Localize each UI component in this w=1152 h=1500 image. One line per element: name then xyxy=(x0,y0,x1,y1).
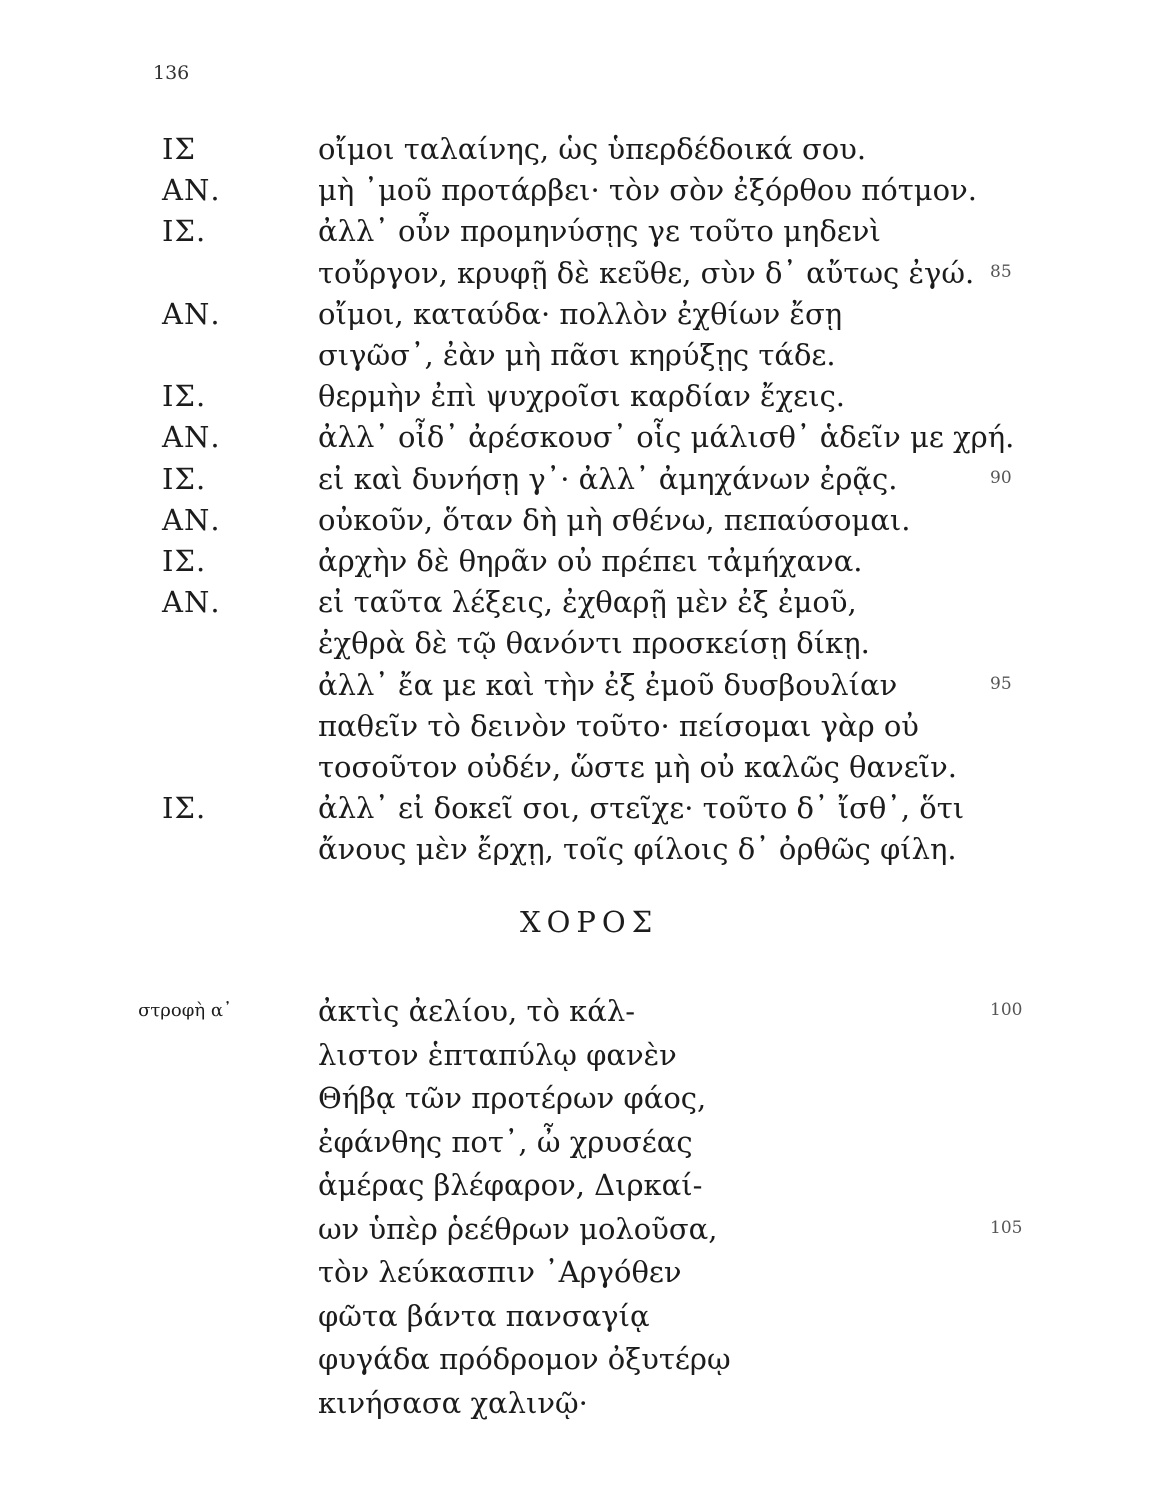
verse-line xyxy=(0,132,1152,172)
verse-line xyxy=(0,1125,1152,1165)
verse-line xyxy=(0,297,1152,337)
verse-line xyxy=(0,462,1152,502)
line-number: 90 xyxy=(990,468,1012,488)
verse-line xyxy=(0,1168,1152,1208)
speaker-label: ΙΣ xyxy=(162,132,196,166)
speaker-label: ΑΝ. xyxy=(162,585,221,619)
verse-line xyxy=(0,544,1152,584)
line-number: 85 xyxy=(990,262,1012,282)
verse-line xyxy=(0,1342,1152,1382)
verse-line xyxy=(0,791,1152,831)
verse-text: ἀκτὶς ἀελίου, τὸ κάλ- xyxy=(318,994,636,1028)
verse-text: λιστον ἑπταπύλῳ φανὲν xyxy=(318,1038,677,1072)
line-number: 105 xyxy=(990,1218,1023,1238)
verse-text: ἀλλ᾽ οὖν προμηνύσῃς γε τοῦτο μηδενὶ xyxy=(318,214,881,248)
verse-line xyxy=(0,1299,1152,1339)
verse-text: ἀλλ᾽ οἶδ᾽ ἀρέσκουσ᾽ οἷς μάλισθ᾽ ἁδεῖν με χρή. xyxy=(318,420,1015,454)
verse-text: τοὔργον, κρυφῇ δὲ κεῦθε, σὺν δ᾽ αὔτως ἐγώ. xyxy=(318,256,975,290)
verse-text: ων ὑπὲρ ῥεέθρων μολοῦσα, xyxy=(318,1212,718,1246)
speaker-label: ΙΣ. xyxy=(162,544,207,578)
verse-text: φυγάδα πρόδρομον ὀξυτέρῳ xyxy=(318,1342,731,1376)
verse-text: παθεῖν τὸ δεινὸν τοῦτο· πείσομαι γὰρ οὐ xyxy=(318,709,919,743)
verse-line xyxy=(0,994,1152,1034)
verse-line xyxy=(0,668,1152,708)
chorus-heading: ΧΟΡΟΣ xyxy=(520,905,659,939)
verse-line xyxy=(0,256,1152,296)
verse-line xyxy=(0,173,1152,213)
verse-line xyxy=(0,709,1152,749)
verse-text: Θήβᾳ τῶν προτέρων φάος, xyxy=(318,1081,707,1115)
verse-text: ἁμέρας βλέφαρον, Διρκαί- xyxy=(318,1168,703,1202)
speaker-label: ΑΝ. xyxy=(162,420,221,454)
verse-line xyxy=(0,585,1152,625)
speaker-label: ΑΝ. xyxy=(162,173,221,207)
verse-text: ἀλλ᾽ ἔα με καὶ τὴν ἐξ ἐμοῦ δυσβουλίαν xyxy=(318,668,898,702)
verse-line xyxy=(0,503,1152,543)
verse-line xyxy=(0,214,1152,254)
verse-text: οἴμοι, καταύδα· πολλὸν ἐχθίων ἔσῃ xyxy=(318,297,843,331)
verse-line xyxy=(0,832,1152,872)
verse-text: εἰ ταῦτα λέξεις, ἐχθαρῇ μὲν ἐξ ἐμοῦ, xyxy=(318,585,857,619)
verse-text: ἀλλ᾽ εἰ δοκεῖ σοι, στεῖχε· τοῦτο δ᾽ ἴσθ᾽, ὅτι xyxy=(318,791,965,825)
verse-text: ἐχθρὰ δὲ τῷ θανόντι προσκείσῃ δίκῃ. xyxy=(318,626,870,660)
verse-text: οἴμοι ταλαίνης, ὡς ὑπερδέδοικά σου. xyxy=(318,132,867,166)
verse-line xyxy=(0,1038,1152,1078)
verse-line xyxy=(0,1081,1152,1121)
verse-line xyxy=(0,1255,1152,1295)
page-number: 136 xyxy=(153,62,190,84)
speaker-label: ΑΝ. xyxy=(162,503,221,537)
verse-line xyxy=(0,626,1152,666)
speaker-label: ΑΝ. xyxy=(162,297,221,331)
verse-line xyxy=(0,750,1152,790)
verse-line xyxy=(0,379,1152,419)
verse-text: μὴ ᾽μοῦ προτάρβει· τὸν σὸν ἐξόρθου πότμον. xyxy=(318,173,977,207)
verse-line xyxy=(0,338,1152,378)
speaker-label: ΙΣ. xyxy=(162,379,207,413)
line-number: 95 xyxy=(990,674,1012,694)
verse-text: ἐφάνθης ποτ᾽, ὦ χρυσέας xyxy=(318,1125,693,1159)
verse-text: τοσοῦτον οὐδέν, ὥστε μὴ οὐ καλῶς θανεῖν. xyxy=(318,750,957,784)
speaker-label: ΙΣ. xyxy=(162,214,207,248)
verse-text: εἰ καὶ δυνήσῃ γ᾽· ἀλλ᾽ ἀμηχάνων ἐρᾷς. xyxy=(318,462,898,496)
speaker-label: ΙΣ. xyxy=(162,462,207,496)
verse-text: ἀρχὴν δὲ θηρᾶν οὐ πρέπει τἀμήχανα. xyxy=(318,544,863,578)
verse-line xyxy=(0,1212,1152,1252)
verse-text: κινήσασα χαλινῷ· xyxy=(318,1386,588,1420)
verse-text: σιγῶσ᾽, ἐὰν μὴ πᾶσι κηρύξῃς τάδε. xyxy=(318,338,836,372)
line-number: 100 xyxy=(990,1000,1023,1020)
verse-line xyxy=(0,420,1152,460)
verse-text: φῶτα βάντα πανσαγίᾳ xyxy=(318,1299,650,1333)
verse-text: θερμὴν ἐπὶ ψυχροῖσι καρδίαν ἔχεις. xyxy=(318,379,846,413)
speaker-label: ΙΣ. xyxy=(162,791,207,825)
verse-line xyxy=(0,1386,1152,1426)
strophe-label: στροφὴ α᾽ xyxy=(138,1000,232,1021)
verse-text: ἄνους μὲν ἔρχῃ, τοῖς φίλοις δ᾽ ὀρθῶς φίλη. xyxy=(318,832,957,866)
verse-text: οὐκοῦν, ὅταν δὴ μὴ σθένω, πεπαύσομαι. xyxy=(318,503,911,537)
verse-text: τὸν λεύκασπιν ᾽Αργόθεν xyxy=(318,1255,682,1289)
